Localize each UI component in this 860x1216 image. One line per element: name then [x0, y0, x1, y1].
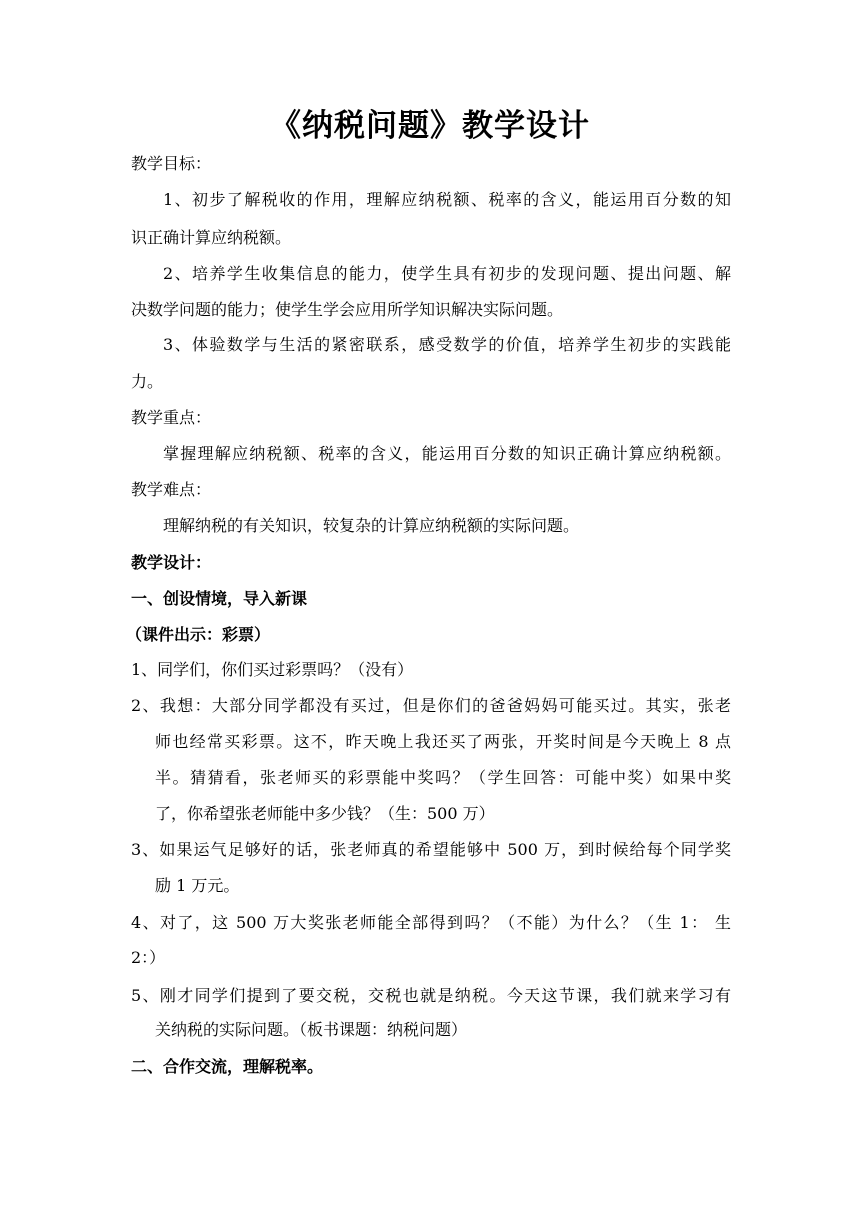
item-2-line-2: 师也经常买彩票。这不，昨天晚上我还买了两张，开奖时间是今天晚上 8 点 [155, 732, 731, 751]
objective-3-line-2: 力。 [131, 372, 164, 391]
document-title: 《纳税问题》教学设计 [270, 108, 590, 144]
key-point-text: 掌握理解应纳税额、税率的含义，能运用百分数的知识正确计算应纳税额。 [163, 444, 731, 463]
objective-2-line-1: 2、培养学生收集信息的能力，使学生具有初步的发现问题、提出问题、解 [163, 264, 731, 283]
item-2-line-1: 2、我想：大部分同学都没有买过，但是你们的爸爸妈妈可能买过。其实，张老 [131, 696, 731, 715]
section-heading-objectives: 教学目标： [131, 154, 212, 173]
item-5-line-1: 5、刚才同学们提到了要交税，交税也就是纳税。今天这节课，我们就来学习有 [131, 986, 731, 1005]
section-heading-key-points: 教学重点： [131, 408, 212, 427]
courseware-note: （课件出示：彩票） [126, 625, 271, 644]
section-heading-design: 教学设计： [131, 553, 212, 572]
item-3-line-2: 励 1 万元。 [155, 876, 240, 895]
objective-1-line-2: 识正确计算应纳税额。 [131, 228, 292, 247]
section-heading-difficulties: 教学难点： [131, 480, 212, 499]
item-3-line-1: 3、如果运气足够好的话，张老师真的希望能够中 500 万，到时候给每个同学奖 [131, 840, 731, 859]
item-2-line-4: 了，你希望张老师能中多少钱？（生：500 万） [155, 804, 495, 823]
item-4-line-1: 4、对了，这 500 万大奖张老师能全部得到吗？（不能）为什么？（生 1： 生 [131, 913, 731, 932]
difficulty-text: 理解纳税的有关知识，较复杂的计算应纳税额的实际问题。 [163, 516, 580, 535]
item-1: 1、同学们，你们买过彩票吗？（没有） [131, 660, 414, 679]
objective-2-line-2: 决数学问题的能力；使学生学会应用所学知识解决实际问题。 [131, 300, 564, 319]
objective-3-line-1: 3、体验数学与生活的紧密联系，感受数学的价值，培养学生初步的实践能 [163, 335, 731, 354]
part-2-heading: 二、合作交流，理解税率。 [131, 1057, 324, 1076]
item-2-line-3: 半。猜猜看，张老师买的彩票能中奖吗？（学生回答：可能中奖）如果中奖 [155, 768, 731, 787]
item-5-line-2: 关纳税的实际问题。（板书课题：纳税问题） [155, 1020, 468, 1039]
objective-1-line-1: 1、初步了解税收的作用，理解应纳税额、税率的含义，能运用百分数的知 [163, 190, 731, 209]
item-4-line-2: 2：） [131, 948, 166, 967]
part-1-heading: 一、创设情境，导入新课 [131, 589, 308, 608]
